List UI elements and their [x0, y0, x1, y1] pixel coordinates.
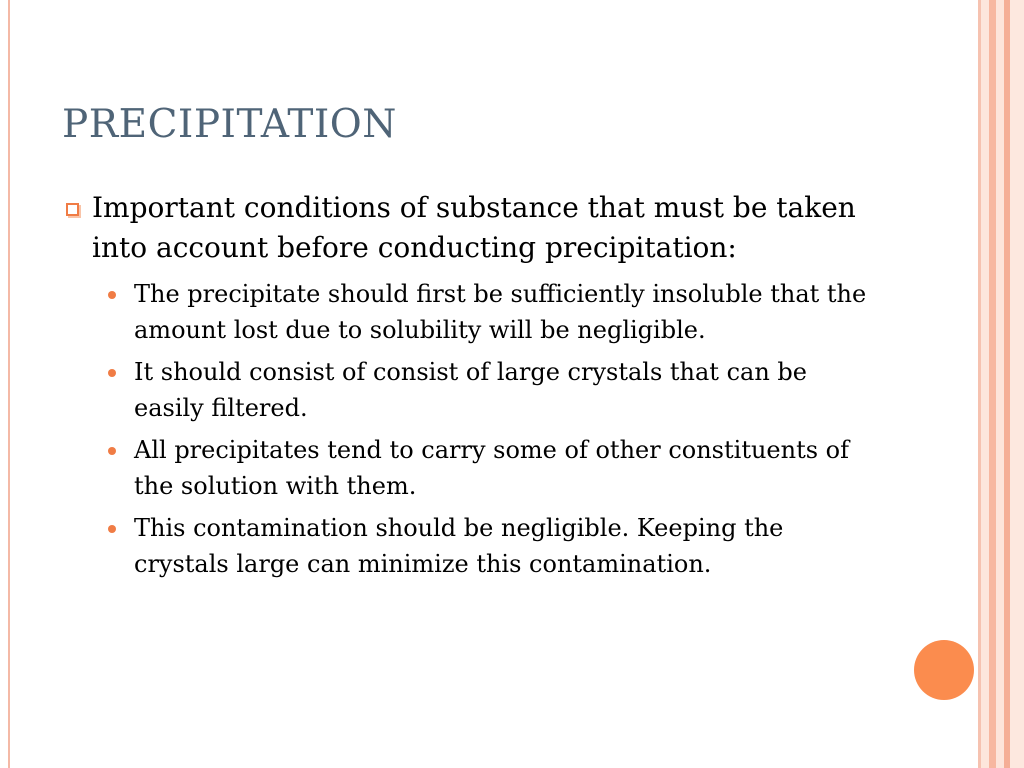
stripe [981, 0, 989, 768]
sub-bullet-list [62, 276, 882, 582]
stripe [996, 0, 1004, 768]
stripe [1010, 0, 1024, 768]
round-bullet-icon [108, 369, 116, 377]
round-bullet-icon [108, 291, 116, 299]
sub-bullet-item [62, 276, 882, 348]
left-border-line [8, 0, 10, 768]
sub-bullet-text: This contamination should be negligible. Keeping the crystals large can minimize this contamination. [134, 514, 784, 578]
slide-title: PRECIPITATION [62, 102, 397, 147]
stripe [989, 0, 996, 768]
sub-bullet-text: It should consist of consist of large crystals that can be easily filtered. [134, 358, 807, 422]
main-bullet-item [62, 188, 882, 268]
sub-bullet-item [62, 510, 882, 582]
round-bullet-icon [108, 525, 116, 533]
main-bullet-text: Important conditions of substance that must be taken into account before conducting precipitation: [92, 191, 856, 264]
slide-content [62, 188, 882, 588]
sub-bullet-item [62, 432, 882, 504]
sub-bullet-text: All precipitates tend to carry some of other constituents of the solution with them. [134, 436, 849, 500]
square-bullet-icon [66, 203, 79, 216]
sub-bullet-text: The precipitate should first be sufficiently insoluble that the amount lost due to solubility will be negligible. [134, 280, 867, 344]
round-bullet-icon [108, 447, 116, 455]
right-decorative-stripes [978, 0, 1024, 768]
sub-bullet-item [62, 354, 882, 426]
orange-circle-icon [914, 640, 974, 700]
